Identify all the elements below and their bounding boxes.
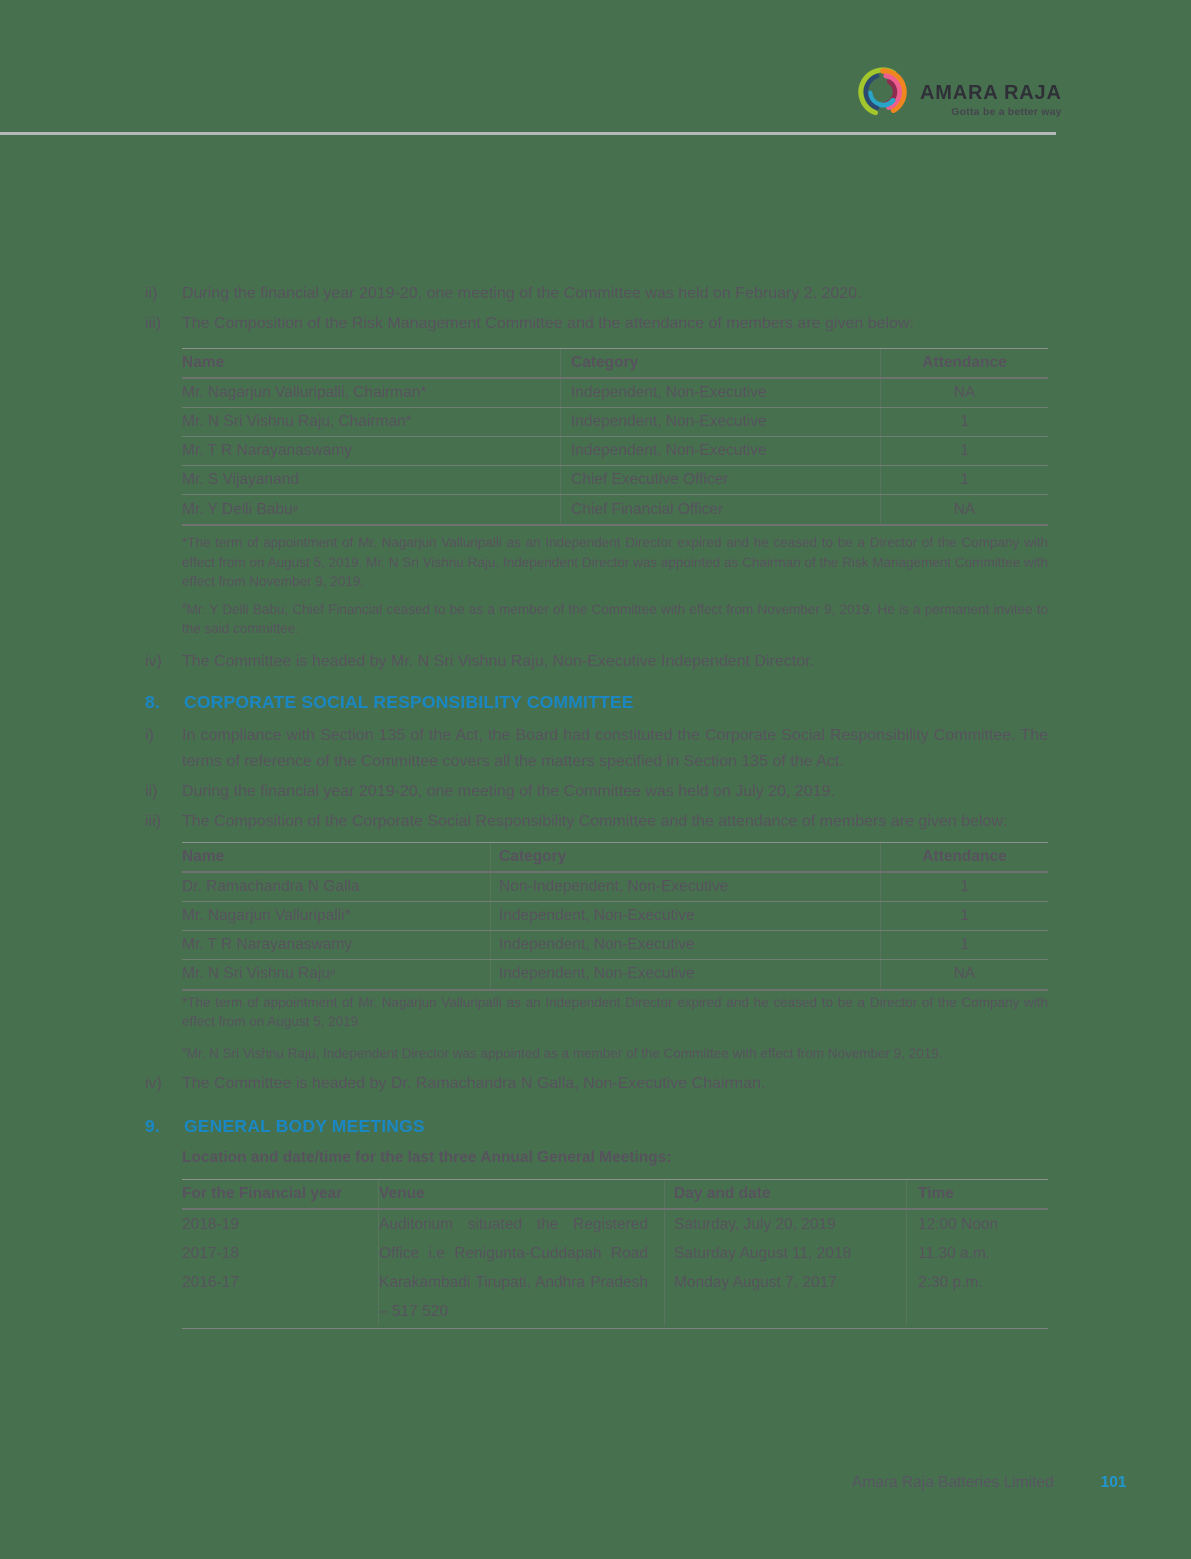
column-header-time: Time [906,1180,1048,1208]
table-header-row [182,349,1048,379]
footnote-star: *The term of appointment of Mr. Nagarjun Valluripalli as an Independent Director expired and he ceased to be a Director of the Company with effect from on August 5, 2019. [182,994,1048,1029]
list-item-risk-iv [145,649,1048,675]
section-heading-gbm [145,1113,1048,1139]
cell-attendance: 1 [880,873,1048,901]
column-header-venue: Venue [378,1180,664,1208]
time-column [906,1210,1048,1326]
cell-name: Mr. Nagarjun Valluripalli, Chairman* [182,384,427,401]
cell-name: Mr. N Sri Vishnu Raju # [182,965,336,982]
cell-attendance: 1 [880,437,1048,465]
list-item-text: The Composition of the Risk Management Committee and the attendance of members are given below: [182,315,914,332]
general-body-meetings-table [182,1179,1048,1329]
column-header-name: Name [182,354,225,371]
column-header-day-and-date: Day and date [664,1180,906,1208]
cell-day-and-date: Monday August 7, 2017 [674,1274,837,1291]
cell-financial-year: 2018-19 [182,1216,239,1233]
financial-year-column [182,1210,378,1326]
cell-day-and-date: Saturday August 11, 2018 [674,1245,852,1262]
list-marker: ii) [145,782,158,800]
footnote-hash: #Mr. N Sri Vishnu Raju, Independent Director was appointed as a member of the Committee with effect from November 9, 2019. [182,1044,943,1061]
cell-financial-year: 2016-17 [182,1274,239,1291]
table-row [182,466,1048,495]
amara-raja-swirl-icon [853,62,913,122]
cell-name: Mr. Nagarjun Valluripalli* [182,906,351,924]
list-item-text: During the financial year 2019-20, one meeting of the Committee was held on July 20, 2019. [182,782,835,800]
table-row [182,931,1048,960]
column-header-name: Name [182,847,225,865]
logo-brand-text: AMARA RAJA [920,82,1062,104]
cell-attendance: NA [880,495,1048,524]
risk-committee-table [182,348,1048,526]
cell-category: Independent, Non-Executive [560,437,880,465]
section-heading-csr [145,689,1048,715]
list-item-csr-iii [145,809,1048,835]
cell-category: Chief Executive Officer [560,466,880,494]
cell-attendance: 1 [880,902,1048,930]
table-row [182,379,1048,408]
logo-text [920,62,1062,122]
cell-name: Mr. T R Narayanaswamy [182,442,352,459]
cell-category: Independent, Non-Executive [490,902,880,930]
cell-name: Mr. S Vijayanand [182,471,299,488]
column-header-category: Category [560,349,880,377]
table-row [182,495,1048,524]
cell-attendance: 1 [880,466,1048,494]
section-number: 8. [145,691,160,712]
csr-committee-table [182,842,1048,991]
list-marker: iii) [145,812,161,830]
table-header-row [182,1180,1048,1210]
cell-attendance: NA [880,379,1048,407]
cell-time: 2:30 p.m. [918,1274,983,1291]
table-row [182,902,1048,931]
page-content [145,281,1048,1329]
table-header-row [182,843,1048,873]
cell-name: Dr. Ramachandra N Galla [182,877,360,895]
list-item-risk-iii [145,311,1048,337]
cell-day-and-date: Saturday, July 20, 2019 [674,1216,836,1233]
day-and-date-column [664,1210,906,1326]
cell-name: Mr. Y Delli Babu # [182,500,298,518]
list-item-text: During the financial year 2019-20, one meeting of the Committee was held on February 2, 2020. [182,285,862,302]
cell-category: Independent, Non-Executive [560,379,880,407]
footnote-marker: # [182,600,187,610]
logo-tagline: Gotta be a better way [951,106,1062,118]
cell-attendance: 1 [880,408,1048,436]
cell-time: 11.30 a.m. [918,1245,991,1262]
cell-time: 12:00 Noon [918,1216,999,1233]
column-header-category: Category [490,843,880,871]
list-item-csr-ii [145,779,1048,805]
cell-name: Mr. N Sri Vishnu Raju, Chairman* [182,413,412,430]
cell-attendance: 1 [880,931,1048,959]
cell-category: Non-Independent, Non-Executive [490,873,880,901]
table-row [182,960,1048,989]
list-marker: iii) [145,315,161,332]
footnote-hash: #Mr. Y Delli Babu, Chief Financial ceased to be as a member of the Committee with effect from November 9, 2019. He is a permanent invitee to the said committee. [182,600,1048,636]
page-number: 101 [1100,1474,1127,1491]
list-item-text: The Committee is headed by Mr. N Sri Vishnu Raju, Non-Executive Independent Director. [182,652,815,670]
section-number: 9. [145,1116,160,1136]
amara-raja-logo [853,62,1062,122]
list-marker: iv) [145,1075,162,1092]
list-marker: i) [145,726,154,744]
cell-category: Chief Financial Officer [560,495,880,524]
venue-column [378,1210,664,1326]
cell-venue: Auditorium situated the Registered Office i.e Renigunta-Cuddapah Road Karakambadi Tirupati, Andhra Pradesh – 517 520 [379,1216,648,1320]
page-footer [852,1474,1126,1492]
gbm-subtitle: Location and date/time for the last three Annual General Meetings: [182,1149,672,1166]
footer-company-name: Amara Raja Batteries Limited [852,1474,1054,1491]
footnote-star: *The term of appointment of Mr. Nagarjun Valluripalli as an Independent Director expired and he ceased to be a Director of the Company with effect from on August 5, 2019. Mr. N Sri Vishnu Raju, Independent Director was appointed as Chairman of the Risk Management Committee with effect from November 9, 2019. [182,535,1048,589]
table-body [182,1210,1048,1328]
section-title: GENERAL BODY MEETINGS [184,1116,425,1136]
list-item-text: In compliance with Section 135 of the Act, the Board had constituted the Corporate Social Responsibility Committee. The terms of reference of the Committee covers all the matters specified in Section 135 of the Act. [182,726,1048,770]
list-item-csr-i [145,723,1048,775]
cell-attendance: NA [880,960,1048,989]
section-title: CORPORATE SOCIAL RESPONSIBILITY COMMITTEE [184,691,634,712]
cell-category: Independent, Non-Executive [490,960,880,989]
list-item-csr-iv [145,1071,1048,1097]
footnote-marker: # [182,1044,187,1054]
table-row [182,873,1048,902]
cell-category: Independent, Non-Executive [490,931,880,959]
list-item-risk-ii [145,281,1048,307]
cell-financial-year: 2017-18 [182,1245,239,1262]
header-divider [0,132,1056,135]
list-marker: iv) [145,652,162,670]
cell-name: Mr. T R Narayanaswamy [182,935,352,953]
cell-category: Independent, Non-Executive [560,408,880,436]
column-header-financial-year: For the Financial year [182,1185,343,1202]
list-marker: ii) [145,285,158,302]
list-item-text: The Composition of the Corporate Social Responsibility Committee and the attendance of members are given below: [182,812,1008,830]
list-item-text: The Committee is headed by Dr. Ramachandra N Galla, Non-Executive Chairman. [182,1075,766,1092]
column-header-attendance: Attendance [880,349,1048,377]
table-row [182,437,1048,466]
table-row [182,408,1048,437]
column-header-attendance: Attendance [880,843,1048,871]
